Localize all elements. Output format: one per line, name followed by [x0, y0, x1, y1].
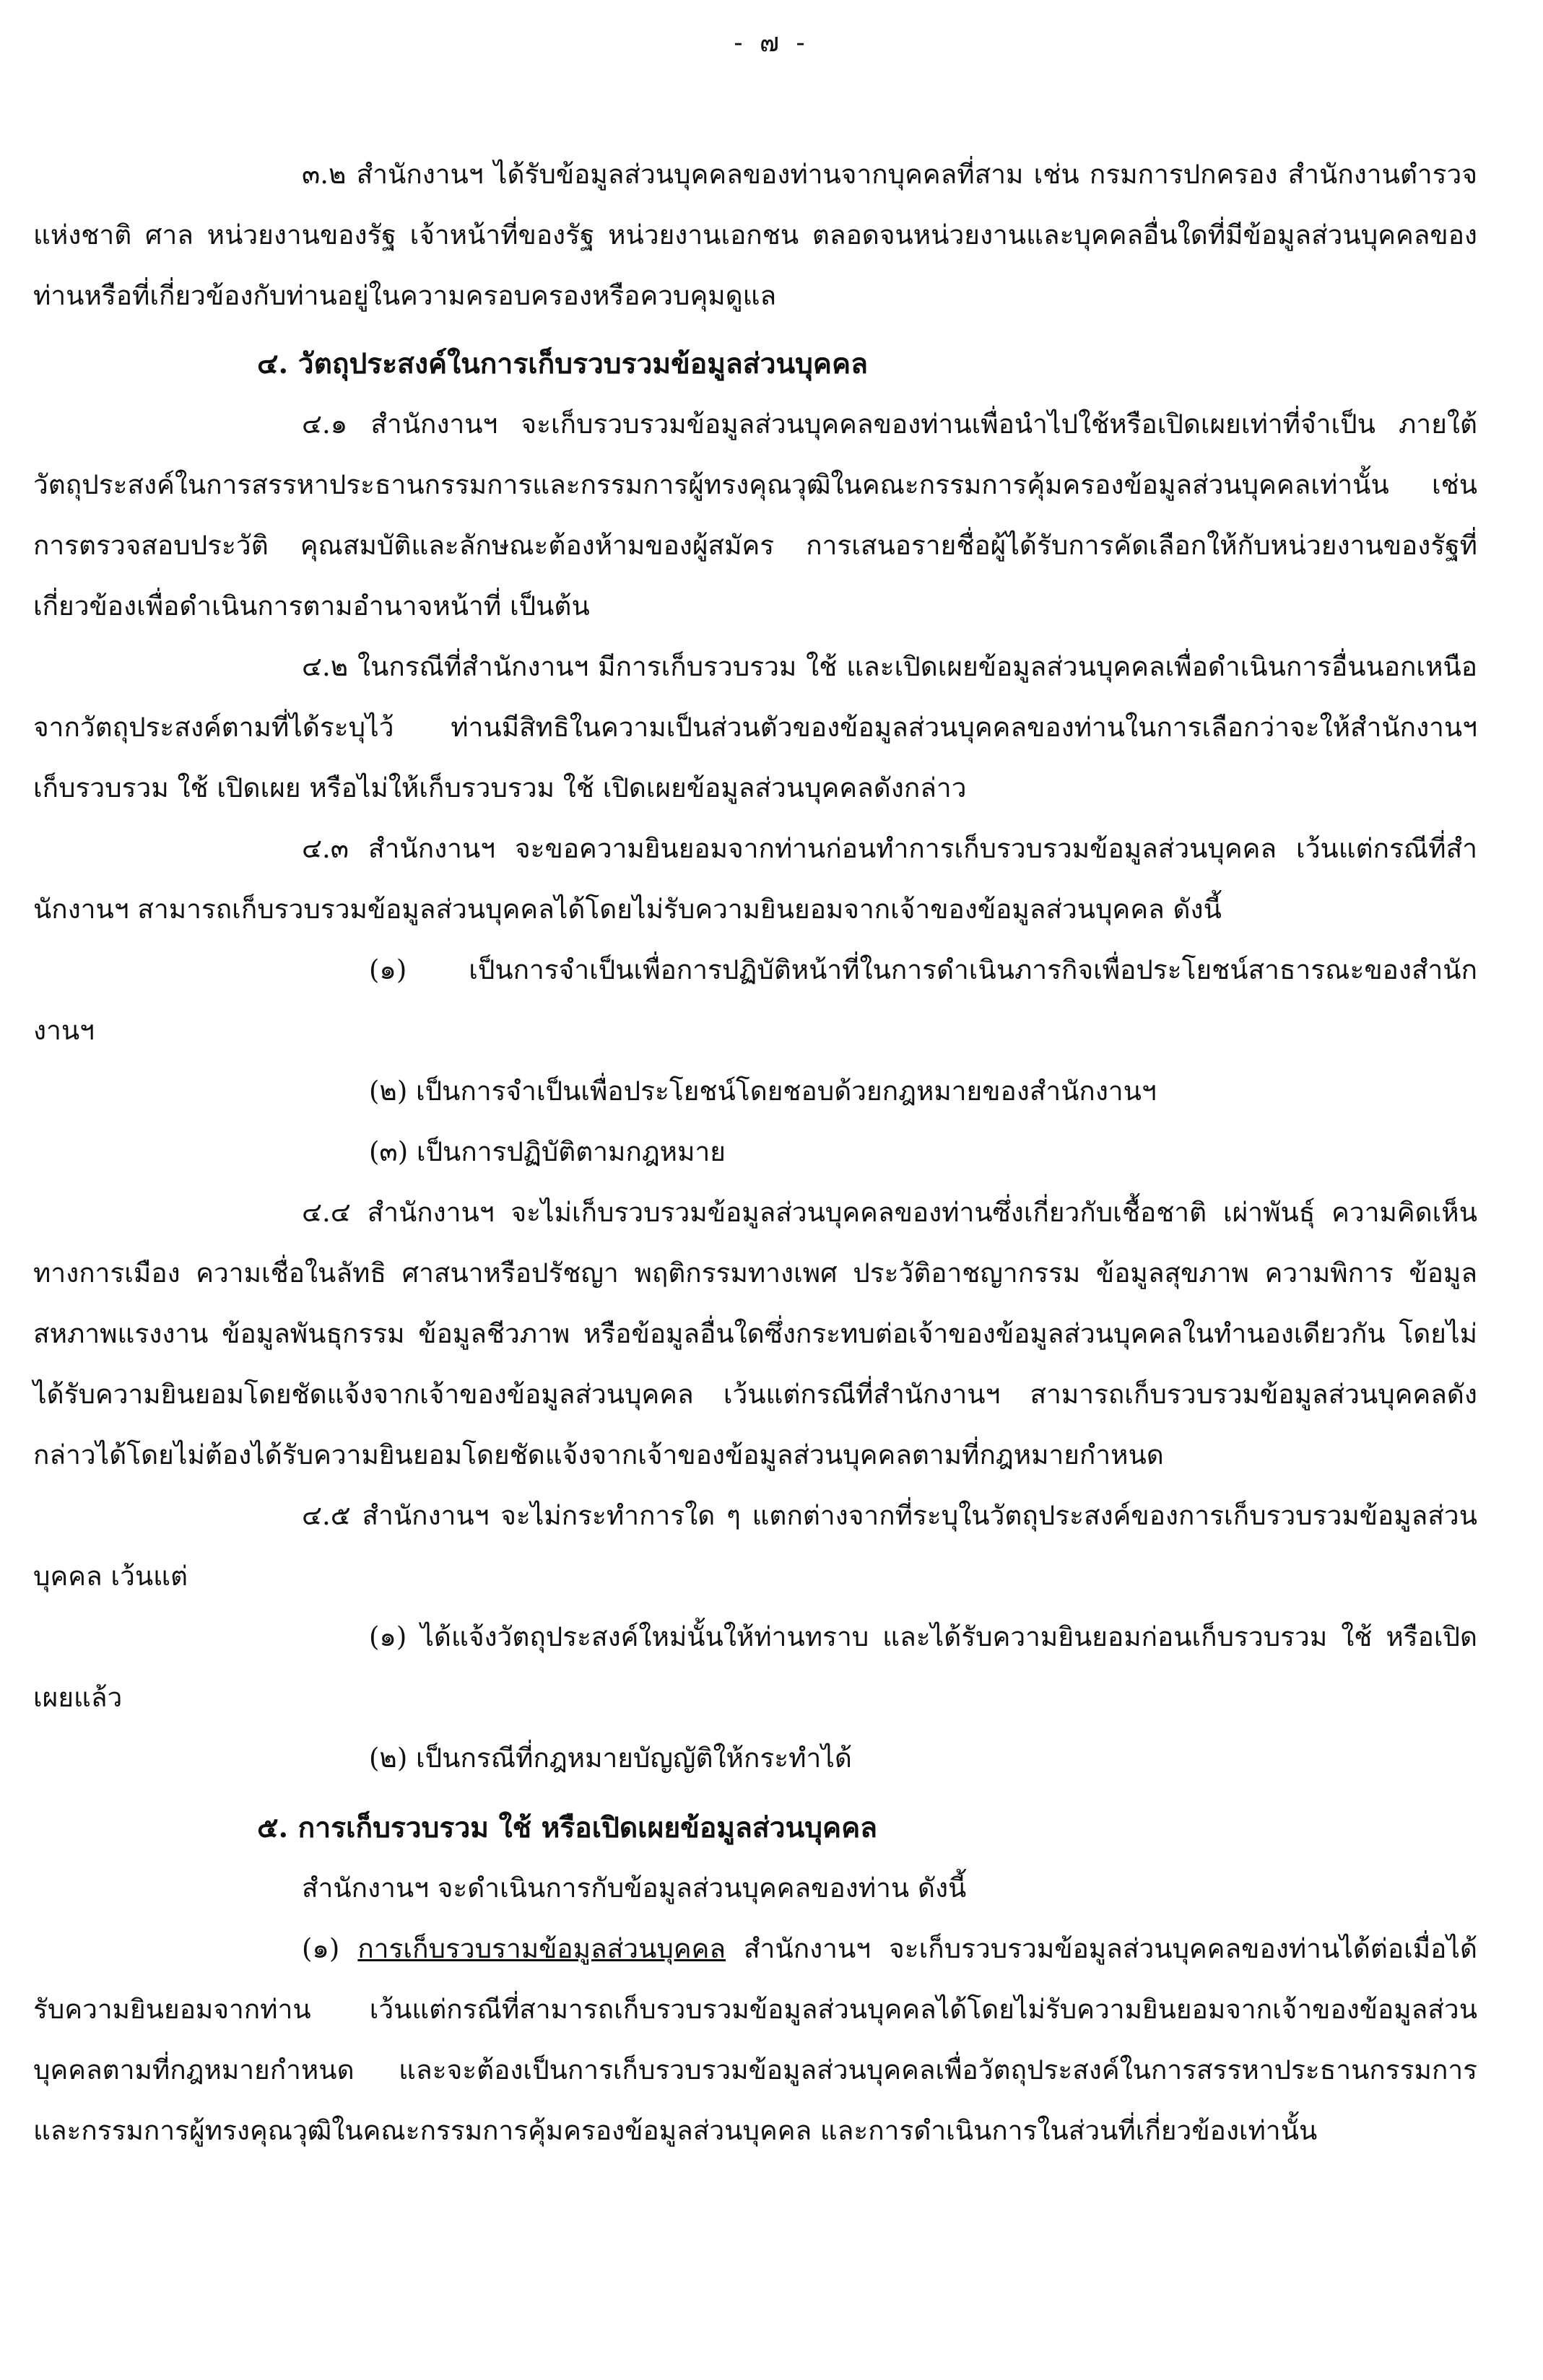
section-5-intro: สำนักงานฯ จะดำเนินการกับข้อมูลส่วนบุคคลของท่าน ดังนี้	[302, 1873, 967, 1904]
paragraph-4-2: ๔.๒ ในกรณีที่สำนักงานฯ มีการเก็บรวบรวม ใช้ และเปิดเผยข้อมูลส่วนบุคคลเพื่อดำเนินการอื่นนอกเหนือจากวัตถุประสงค์ตามที่ได้ระบุไว้ ท่านมีสิทธิในความเป็นส่วนตัวของข้อมูลส่วนบุคคลของท่านในการเลือกว่าจะให้สำนักงานฯ เก็บรวบรวม ใช้ เปิดเผย หรือไม่ให้เก็บรวบรวม ใช้ เปิดเผยข้อมูลส่วนบุคคลดังกล่าว	[33, 651, 1477, 803]
document-body	[33, 144, 1477, 2161]
list-item: (๓) เป็นการปฏิบัติตามกฎหมาย	[369, 1136, 726, 1167]
section-4-heading: ๔. วัตถุประสงค์ในการเก็บรวบรวมข้อมูลส่วนบุคคล	[257, 347, 869, 380]
list-item: (๑) ได้แจ้งวัตถุประสงค์ใหม่นั้นให้ท่านทราบ และได้รับความยินยอมก่อนเก็บรวบรวม ใช้ หรือเปิดเผยแล้ว	[33, 1621, 1477, 1713]
item-text: สำนักงานฯ จะเก็บรวบรวมข้อมูลส่วนบุคคลของท่านได้ต่อเมื่อได้รับความยินยอมจากท่าน เว้นแต่กรณีที่สามารถเก็บรวบรวมข้อมูลส่วนบุคคลได้โดยไม่รับความยินยอมจากเจ้าของข้อมูลส่วนบุคคลตามที่กฎหมายกำหนด และจะต้องเป็นการเก็บรวบรวมข้อมูลส่วนบุคคลเพื่อวัตถุประสงค์ในการสรรหาประธานกรรมการและกรรมการผู้ทรงคุณวุฒิในคณะกรรมการคุ้มครองข้อมูลส่วนบุคคล และการดำเนินการในส่วนที่เกี่ยวข้องเท่านั้น	[33, 1933, 1477, 2146]
section-5-heading: ๕. การเก็บรวบรวม ใช้ หรือเปิดเผยข้อมูลส่วนบุคคล	[257, 1811, 878, 1844]
list-item: (๒) เป็นกรณีที่กฎหมายบัญญัติให้กระทำได้	[369, 1743, 852, 1774]
item-number: (๑)	[302, 1933, 340, 1964]
paragraph-3-2: ๓.๒ สำนักงานฯ ได้รับข้อมูลส่วนบุคคลของท่านจากบุคคลที่สาม เช่น กรมการปกครอง สำนักงานตำรวจแห่งชาติ ศาล หน่วยงานของรัฐ เจ้าหน้าที่ของรัฐ หน่วยงานเอกชน ตลอดจนหน่วยงานและบุคคลอื่นใดที่มีข้อมูลส่วนบุคคลของท่านหรือที่เกี่ยวข้องกับท่านอยู่ในความครอบครองหรือควบคุมดูแล	[33, 159, 1477, 311]
page-number: - ๗ -	[734, 28, 809, 58]
paragraph-4-5: ๔.๕ สำนักงานฯ จะไม่กระทำการใด ๆ แตกต่างจากที่ระบุในวัตถุประสงค์ของการเก็บรวบรวมข้อมูลส่วนบุคคล เว้นแต่	[33, 1500, 1477, 1592]
paragraph-4-3: ๔.๓ สำนักงานฯ จะขอความยินยอมจากท่านก่อนทำการเก็บรวบรวมข้อมูลส่วนบุคคล เว้นแต่กรณีที่สำนักงานฯ สามารถเก็บรวบรวมข้อมูลส่วนบุคคลได้โดยไม่รับความยินยอมจากเจ้าของข้อมูลส่วนบุคคล ดังนี้	[33, 833, 1477, 925]
paragraph-4-1: ๔.๑ สำนักงานฯ จะเก็บรวบรวมข้อมูลส่วนบุคคลของท่านเพื่อนำไปใช้หรือเปิดเผยเท่าที่จำเป็น ภายใต้วัตถุประสงค์ในการสรรหาประธานกรรมการและกรรมการผู้ทรงคุณวุฒิในคณะกรรมการคุ้มครองข้อมูลส่วนบุคคลเท่านั้น เช่น การตรวจสอบประวัติ คุณสมบัติและลักษณะต้องห้ามของผู้สมัคร การเสนอรายชื่อผู้ได้รับการคัดเลือกให้กับหน่วยงานของรัฐที่เกี่ยวข้องเพื่อดำเนินการตามอำนาจหน้าที่ เป็นต้น	[33, 409, 1477, 622]
paragraph-4-4: ๔.๔ สำนักงานฯ จะไม่เก็บรวบรวมข้อมูลส่วนบุคคลของท่านซึ่งเกี่ยวกับเชื้อชาติ เผ่าพันธุ์ ความคิดเห็นทางการเมือง ความเชื่อในลัทธิ ศาสนาหรือปรัชญา พฤติกรรมทางเพศ ประวัติอาชญากรรม ข้อมูลสุขภาพ ความพิการ ข้อมูลสหภาพแรงงาน ข้อมูลพันธุกรรม ข้อมูลชีวภาพ หรือข้อมูลอื่นใดซึ่งกระทบต่อเจ้าของข้อมูลส่วนบุคคลในทำนองเดียวกัน โดยไม่ได้รับความยินยอมโดยชัดแจ้งจากเจ้าของข้อมูลส่วนบุคคล เว้นแต่กรณีที่สำนักงานฯ สามารถเก็บรวบรวมข้อมูลส่วนบุคคลดังกล่าวได้โดยไม่ต้องได้รับความยินยอมโดยชัดแจ้งจากเจ้าของข้อมูลส่วนบุคคลตามที่กฎหมายกำหนด	[33, 1197, 1477, 1470]
list-item: (๒) เป็นการจำเป็นเพื่อประโยชน์โดยชอบด้วยกฎหมายของสำนักงานฯ	[369, 1076, 1157, 1107]
list-item: (๑) เป็นการจำเป็นเพื่อการปฏิบัติหน้าที่ในการดำเนินภารกิจเพื่อประโยชน์สาธารณะของสำนักงานฯ	[33, 954, 1477, 1046]
item-title: การเก็บรวบรามข้อมูลส่วนบุคคล	[357, 1933, 726, 1964]
section-5-item-1	[33, 1919, 1477, 2161]
